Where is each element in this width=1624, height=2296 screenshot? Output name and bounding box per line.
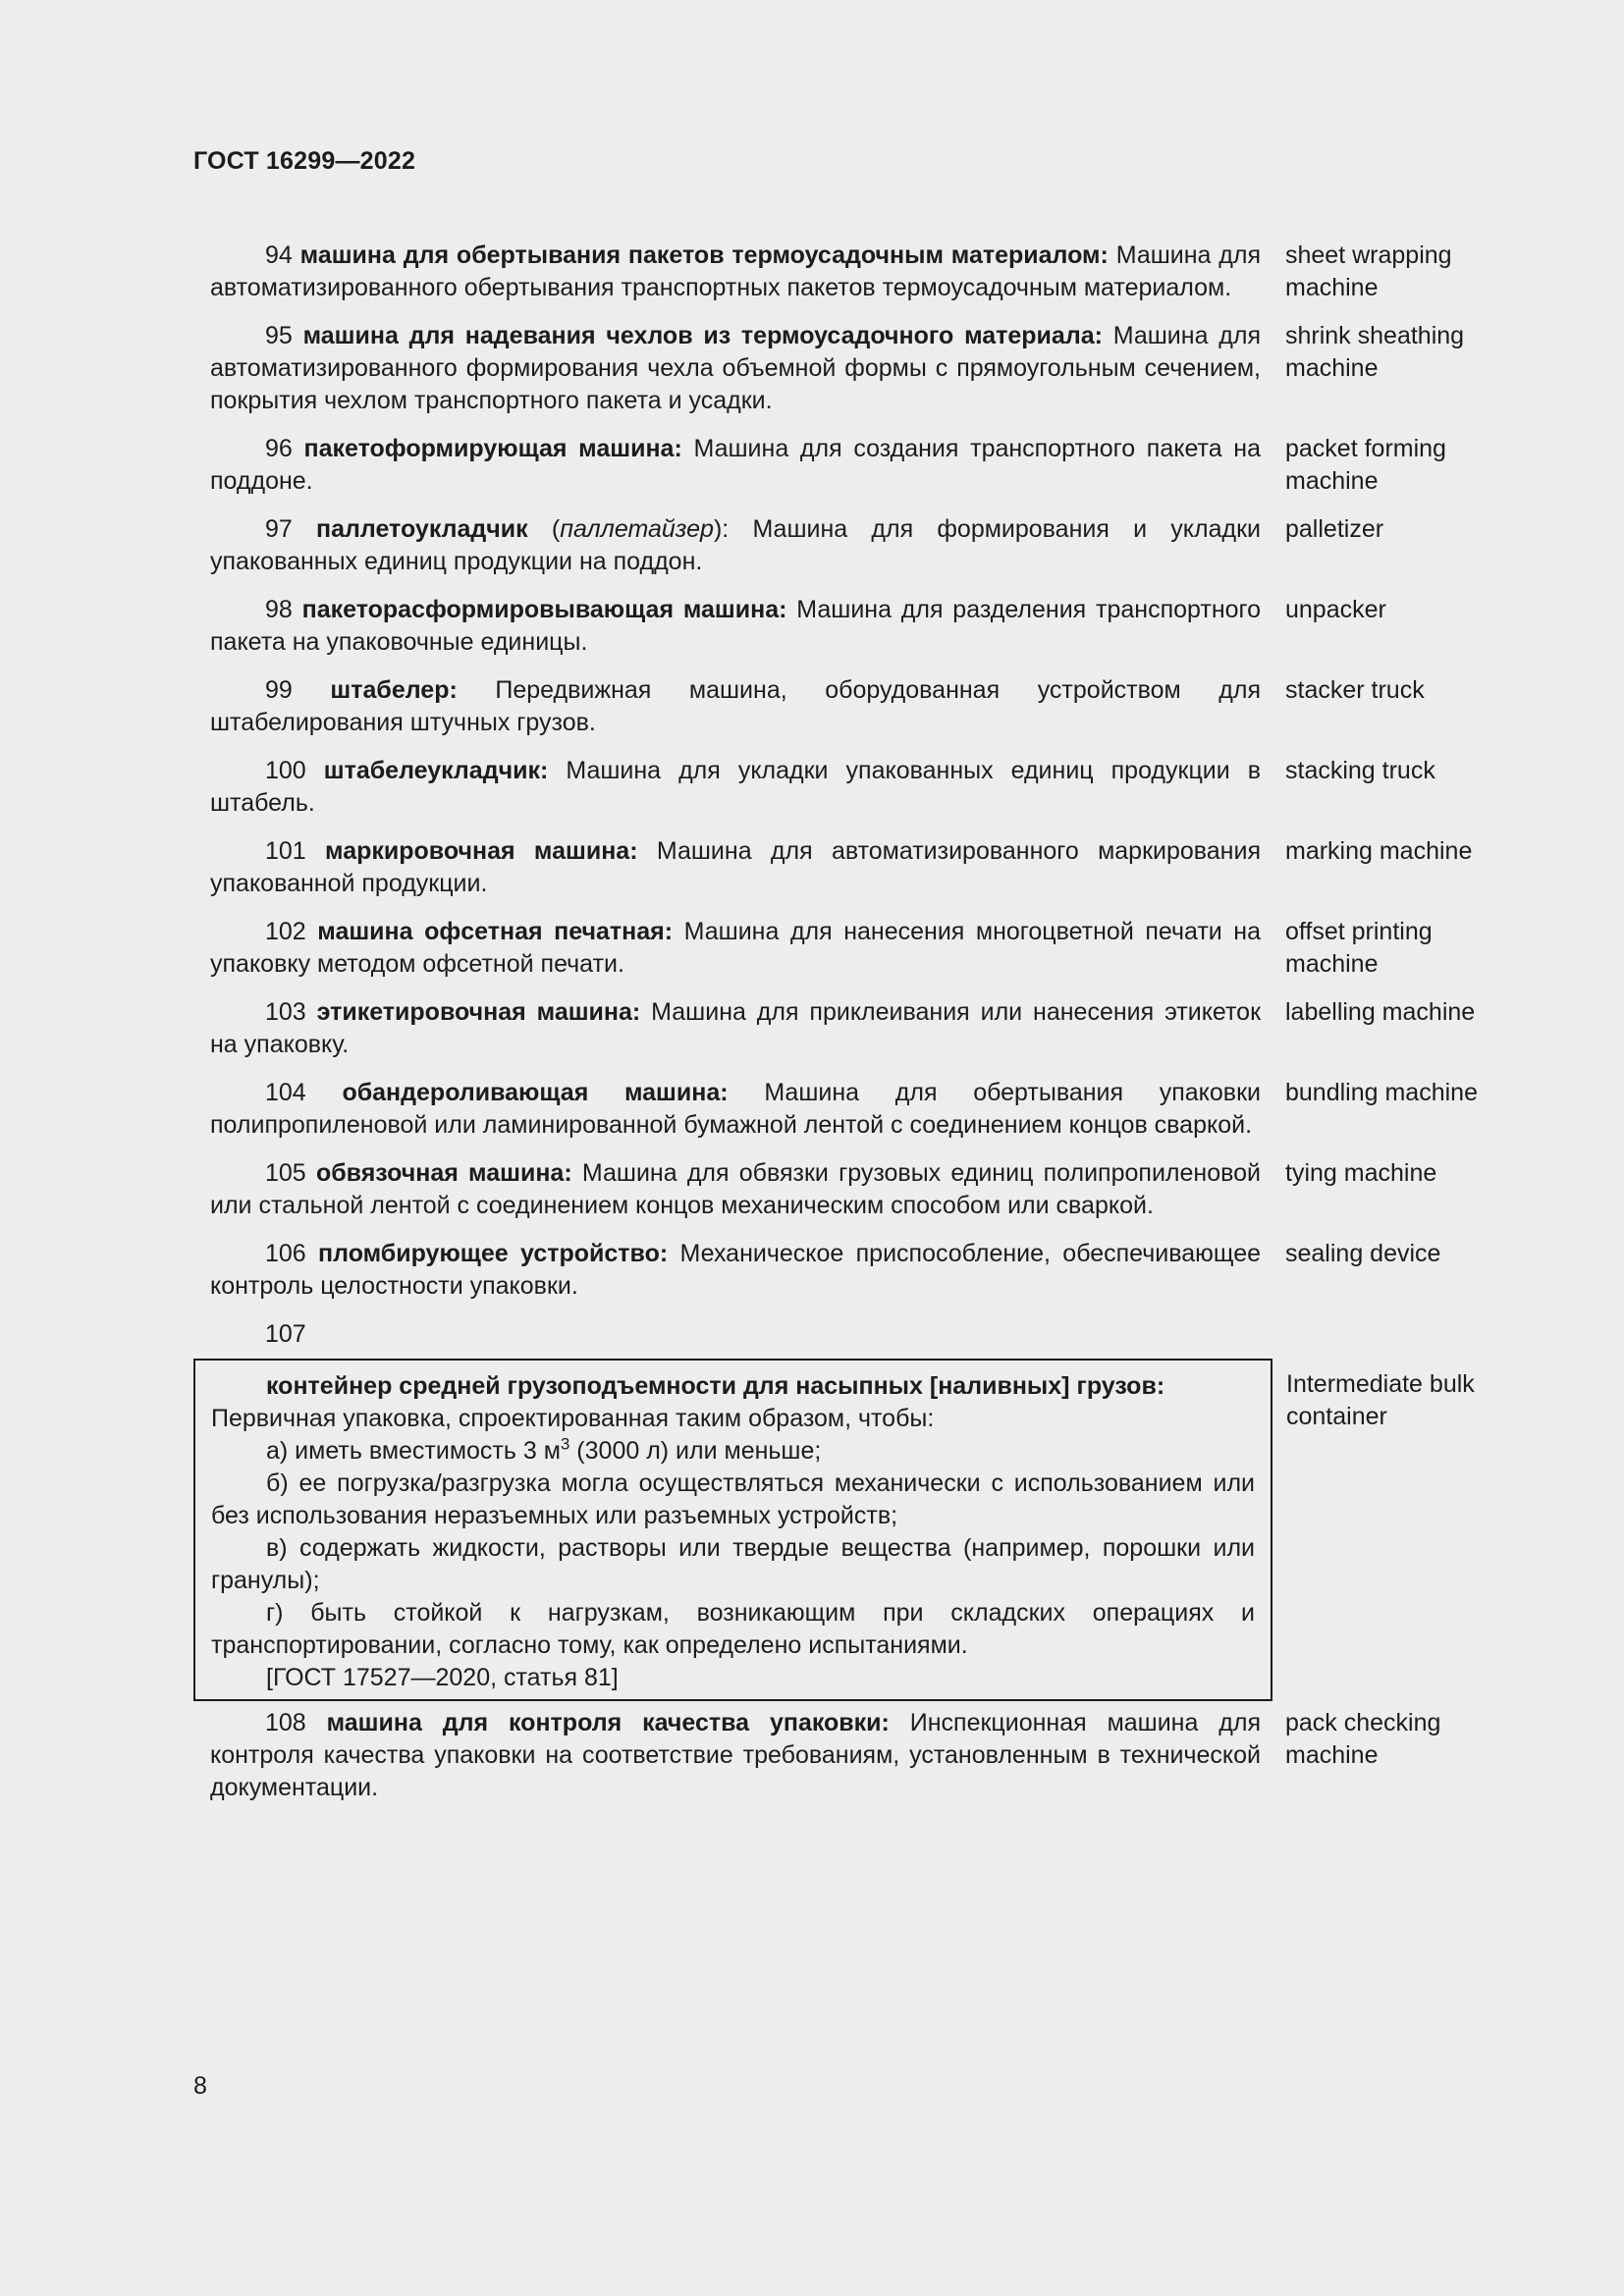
term-entry-98 [210, 594, 1496, 659]
term-english: stacking truck [1285, 757, 1435, 784]
term-title: паллетоукладчик [316, 515, 528, 543]
term-entry-97 [210, 513, 1496, 578]
term-definition [210, 996, 1261, 1061]
term-text: Машина для автоматизированного маркирования упакованной продукции. [210, 837, 1261, 897]
terms-list [210, 240, 1496, 1820]
definition-item-c: в) содержать жидкости, растворы или твердые вещества (например, порошки или гранулы); [211, 1534, 1255, 1594]
term-number: 106 [265, 1240, 306, 1267]
term-english: stacker truck [1285, 676, 1425, 704]
term-number: 100 [265, 757, 306, 784]
term-number: 94 [265, 241, 293, 269]
term-number: 95 [265, 322, 293, 349]
term-title: пакеторасформировывающая машина: [301, 596, 787, 623]
term-number-107: 107 [265, 1320, 306, 1348]
term-definition [210, 674, 1261, 739]
term-entry-105 [210, 1157, 1496, 1222]
term-title: обандероливающая машина: [342, 1079, 729, 1106]
term-english: packet forming machine [1285, 435, 1446, 495]
term-definition [210, 755, 1261, 820]
boxed-definition [193, 1359, 1272, 1701]
term-entry-99 [210, 674, 1496, 739]
term-definition [210, 433, 1261, 498]
term-text: Машина для автоматизированного формирования чехла объемной формы с прямоугольным сечением, покрытия чехлом транспортного пакета и усадки. [210, 322, 1261, 414]
term-definition [210, 916, 1261, 981]
term-definition [210, 1077, 1261, 1142]
term-entry-102 [210, 916, 1496, 981]
term-english: bundling machine [1285, 1079, 1478, 1106]
definition-source: [ГОСТ 17527—2020, статья 81] [266, 1664, 619, 1691]
term-title: машина для обертывания пакетов термоусадочным материалом: [299, 241, 1109, 269]
term-definition [210, 835, 1261, 900]
term-entry-103 [210, 996, 1496, 1061]
term-english: marking machine [1285, 837, 1473, 865]
term-number: 102 [265, 918, 306, 945]
term-english: shrink sheathing machine [1285, 322, 1465, 382]
term-title-row [211, 1370, 1255, 1403]
term-entry-104 [210, 1077, 1496, 1142]
term-definition [210, 594, 1261, 659]
term-title: обвязочная машина: [315, 1159, 572, 1187]
term-entry-107 [193, 1359, 1496, 1701]
term-text: Механическое приспособление, обеспечивающее контроль целостности упаковки. [210, 1240, 1261, 1300]
term-english: sealing device [1285, 1240, 1441, 1267]
term-title: машина офсетная печатная: [317, 918, 674, 945]
term-number: 99 [265, 676, 293, 704]
term-number: 104 [265, 1079, 306, 1106]
term-entry-94 [210, 240, 1496, 304]
term-definition [210, 1238, 1261, 1303]
term-title: пакетоформирующая машина: [303, 435, 682, 462]
definition-item-a: а) иметь вместимость 3 $м^3$ (3000 л) или меньше; [266, 1434, 822, 1465]
term-number: 105 [265, 1159, 306, 1187]
term-definition [210, 1707, 1261, 1804]
term-entry-106 [210, 1238, 1496, 1303]
term-number: 96 [265, 435, 293, 462]
term-english: labelling machine [1285, 998, 1476, 1026]
term-english: offset printing machine [1285, 918, 1433, 978]
term-english: sheet wrapping machine [1285, 241, 1452, 301]
term-title: маркировочная машина: [325, 837, 638, 865]
definition-item-b: б) ее погрузка/разгрузка могла осуществляться механически с использованием или без использования неразъемных или разъемных устройств; [211, 1469, 1255, 1529]
term-title: пломбирующее устройство: [318, 1240, 669, 1267]
term-title: машина для контроля качества упаковки: [326, 1709, 890, 1736]
term-definition [210, 320, 1261, 417]
term-definition [210, 240, 1261, 304]
term-text: Машина для автоматизированного обертывания транспортных пакетов термоусадочным материалом. [210, 241, 1261, 301]
term-title: контейнер средней грузоподъемности для насыпных [наливных] грузов: [266, 1372, 1165, 1400]
term-entry-95 [210, 320, 1496, 417]
term-title: этикетировочная машина: [316, 998, 641, 1026]
term-definition [210, 1157, 1261, 1222]
term-text: Машина для приклеивания или нанесения этикеток на упаковку. [210, 998, 1262, 1058]
term-definition: 97 паллетоукладчик (паллетайзер): Машина для формирования и укладки упакованных единиц продукции на поддон. [210, 515, 1262, 575]
term-entry-101 [210, 835, 1496, 900]
term-english: Intermediate bulk container [1286, 1370, 1475, 1430]
definition-item-d: г) быть стойкой к нагрузкам, возникающим при складских операциях и транспортировании, согласно тому, как определено испытаниями. [211, 1599, 1255, 1659]
term-number: 101 [265, 837, 306, 865]
term-text: Передвижная машина, оборудованная устройством для штабелирования штучных грузов. [210, 676, 1261, 736]
term-english: tying machine [1285, 1159, 1437, 1187]
term-text: Инспекционная машина для контроля качества упаковки на соответствие требованиям, установленным в технической документации. [210, 1709, 1261, 1801]
term-number: 97 [265, 515, 293, 543]
term-title: машина для надевания чехлов из термоусадочного материала: [302, 322, 1103, 349]
term-english: unpacker [1285, 596, 1386, 623]
document-header: ГОСТ 16299—2022 [193, 147, 416, 175]
term-text: Машина для создания транспортного пакета на поддоне. [210, 435, 1262, 495]
definition-intro: Первичная упаковка, спроектированная таким образом, чтобы: [211, 1405, 935, 1432]
term-title: штабелер: [330, 676, 458, 704]
term-text: Машина для разделения транспортного пакета на упаковочные единицы. [210, 596, 1262, 656]
term-alternative: паллетайзер [560, 515, 714, 543]
term-text: Машина для нанесения многоцветной печати на упаковку методом офсетной печати. [210, 918, 1262, 978]
term-entry-108 [210, 1707, 1496, 1804]
term-entry-100 [210, 755, 1496, 820]
term-english: palletizer [1285, 515, 1384, 543]
term-text: : Машина для формирования и укладки упакованных единиц продукции на поддон. [210, 515, 1262, 575]
term-number: 108 [265, 1709, 306, 1736]
term-english: pack checking machine [1285, 1709, 1441, 1769]
term-text: Машина для укладки упакованных единиц продукции в штабель. [210, 757, 1262, 817]
term-number: 103 [265, 998, 306, 1026]
page-number: 8 [193, 2072, 207, 2100]
term-number: 98 [265, 596, 293, 623]
term-text: Машина для обвязки грузовых единиц полипропиленовой или стальной лентой с соединением концов механическим способом или сваркой. [210, 1159, 1261, 1219]
term-entry-96 [210, 433, 1496, 498]
term-text: Машина для обертывания упаковки полипропиленовой или ламинированной бумажной лентой с соединением концов сваркой. [210, 1079, 1261, 1139]
term-title: штабелеукладчик: [323, 757, 549, 784]
